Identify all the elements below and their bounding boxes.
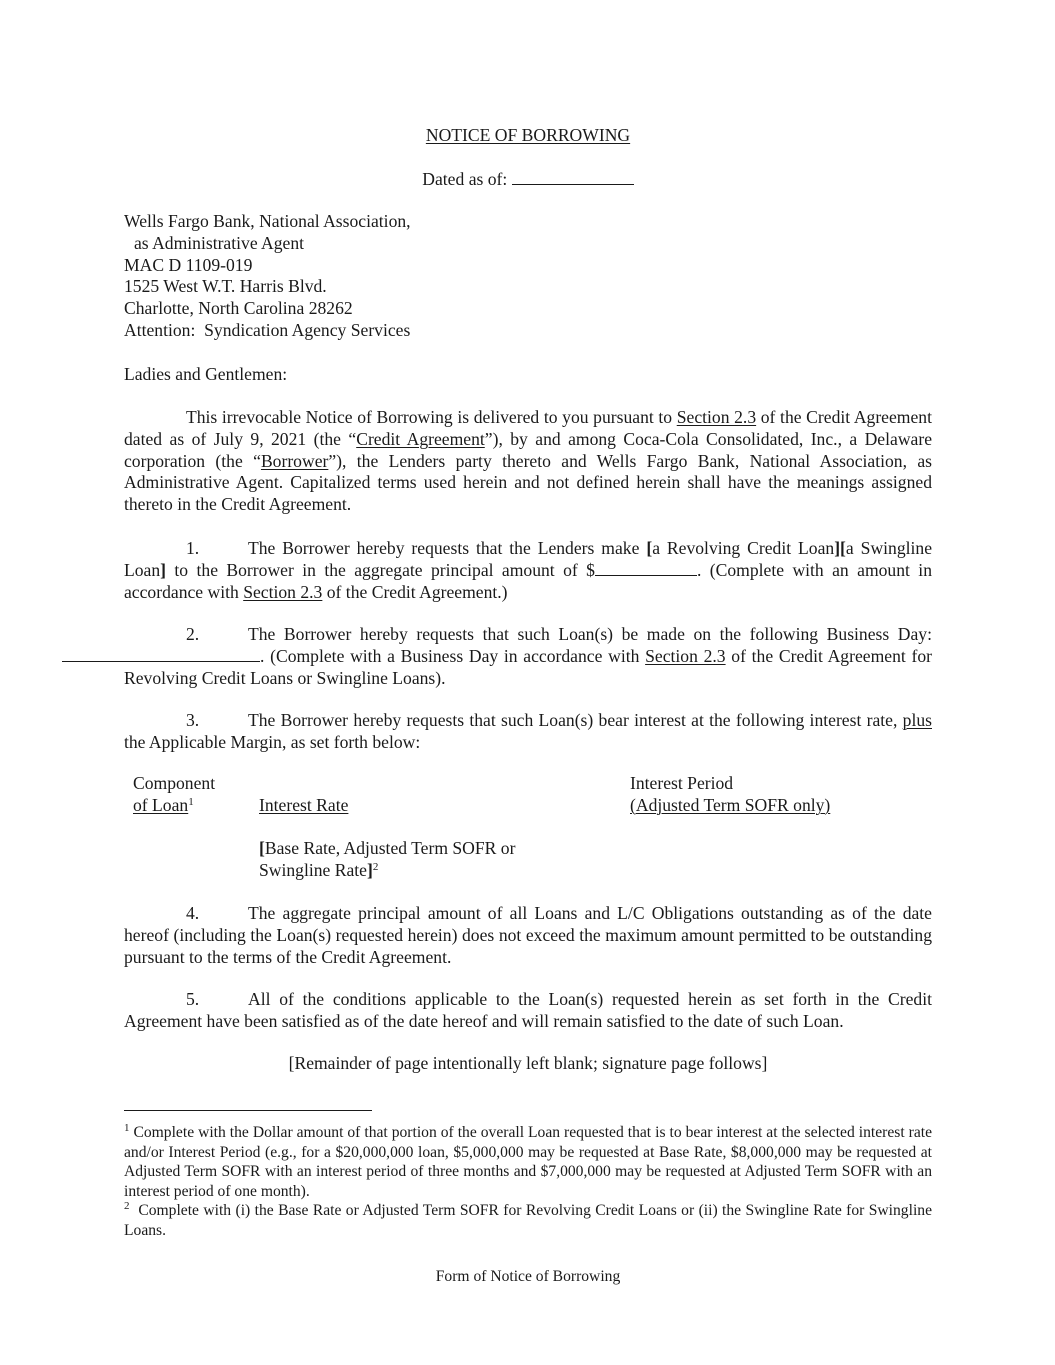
bracket: ] xyxy=(367,859,373,880)
header-component-line2: of Loan xyxy=(133,794,189,815)
item-text: All of the conditions applicable to the Loan(s) requested herein as set forth in the Credit Agreement have been satisfied as of the date hereof and will remain satisfied to the date of such Loan. xyxy=(124,989,932,1031)
footnote-text: Complete with (i) the Base Rate or Adjusted Term SOFR for Revolving Credit Loans or (ii) the Swingline Rate for Swingline Loans. xyxy=(124,1202,936,1239)
dated-line xyxy=(124,169,932,191)
item-number: 2. xyxy=(186,624,200,644)
item-5 xyxy=(124,989,932,1033)
footnote-ref: 2 xyxy=(372,860,379,873)
item-3 xyxy=(124,710,932,754)
item-text: The aggregate principal amount of all Loans and L/C Obligations outstanding as of the date hereof (including the Loan(s) requested herein) does not exceed the maximum amount permitted to be outstanding pursuant to the terms of the Credit Agreement. xyxy=(124,903,932,967)
footnote-divider xyxy=(124,1110,372,1111)
footnote-1 xyxy=(124,1123,932,1201)
item-2 xyxy=(124,624,932,689)
intro-text: of the Credit Agreement dated as of July 9, 2021 (the “ xyxy=(124,407,932,449)
rate-option-line2: Swingline Rate xyxy=(259,859,367,880)
intro-paragraph xyxy=(124,407,932,516)
item-text: The Borrower hereby requests that the Lenders make xyxy=(248,538,647,558)
address-block xyxy=(124,211,932,342)
page-footer: Form of Notice of Borrowing xyxy=(435,1268,621,1285)
intro-text: ”), the Lenders party thereto and Wells Fargo Bank, National Association, as Administrative Agent. Capitalized terms used herein and not defined herein shall have the meanings assigned thereto in the Credit Agreement. xyxy=(124,450,932,515)
dated-label: Dated as of: xyxy=(422,169,508,189)
bracket: [ xyxy=(646,538,653,558)
bracket: ][ xyxy=(834,538,846,558)
item-1 xyxy=(124,538,932,603)
address-line: 1525 West W.T. Harris Blvd. xyxy=(124,276,327,297)
salutation: Ladies and Gentlemen: xyxy=(124,364,288,384)
footnote-2 xyxy=(124,1200,936,1240)
section-reference: Section 2.3 xyxy=(676,407,757,427)
section-reference: Section 2.3 xyxy=(645,645,726,666)
plus-term: plus xyxy=(902,710,932,730)
address-line: MAC D 1109-019 xyxy=(124,254,253,275)
defined-term-borrower: Borrower xyxy=(260,450,329,471)
amount-blank[interactable] xyxy=(595,560,697,576)
header-component-line1: Component xyxy=(133,773,216,793)
footnote-ref: 1 xyxy=(188,795,194,808)
item-number: 3. xyxy=(186,710,200,730)
item-number: 5. xyxy=(186,989,200,1009)
option-revolving-credit-loan: a Revolving Credit Loan xyxy=(652,538,835,558)
bracket: [ xyxy=(259,838,265,858)
item-4 xyxy=(124,903,932,968)
item-text: of the Credit Agreement for Revolving Credit Loans or Swingline Loans). xyxy=(124,645,932,688)
defined-term-credit-agreement: Credit Agreement xyxy=(356,428,485,449)
item-number: 1. xyxy=(186,538,200,558)
table-header-component xyxy=(133,773,215,817)
intro-text: This irrevocable Notice of Borrowing is delivered to you pursuant to xyxy=(186,407,677,427)
header-period-line2: (Adjusted Term SOFR only) xyxy=(630,794,831,815)
table-rate-cell xyxy=(259,838,515,882)
table-header-interest-period xyxy=(630,773,830,817)
rate-option-line1: Base Rate, Adjusted Term SOFR or xyxy=(264,838,516,858)
business-day-blank[interactable] xyxy=(62,646,260,662)
footnote-mark: 2 xyxy=(124,1200,130,1212)
address-line: as Administrative Agent xyxy=(134,232,305,253)
item-text: The Borrower hereby requests that such Loan(s) be made on the following Business Day: xyxy=(248,624,932,644)
header-interest-rate: Interest Rate xyxy=(259,795,349,815)
table-header-interest-rate xyxy=(259,795,348,817)
item-text: to the Borrower in the aggregate principal amount of $ xyxy=(166,559,595,580)
item-text: the Applicable Margin, as set forth below: xyxy=(124,731,421,752)
item-text: . (Complete with an amount in accordance with xyxy=(124,559,932,602)
item-text: The Borrower hereby requests that such Loan(s) bear interest at the following interest rate, xyxy=(248,710,903,730)
dated-blank[interactable] xyxy=(512,169,634,185)
intro-text: ”), by and among Coca-Cola Consolidated, Inc., a Delaware corporation (the “ xyxy=(124,428,932,471)
remainder-note: [Remainder of page intentionally left blank; signature page follows] xyxy=(288,1053,768,1073)
section-reference: Section 2.3 xyxy=(243,581,323,602)
item-text: . (Complete with a Business Day in accordance with xyxy=(260,645,646,666)
document-title: NOTICE OF BORROWING xyxy=(425,125,631,145)
item-text: of the Credit Agreement.) xyxy=(322,581,508,602)
item-number: 4. xyxy=(186,903,200,923)
option-swingline-loan: a Swingline Loan xyxy=(124,538,933,580)
footnote-mark: 1 xyxy=(124,1122,130,1134)
bracket: ] xyxy=(160,559,167,580)
address-line: Wells Fargo Bank, National Association, xyxy=(124,211,411,231)
address-line: Attention: Syndication Agency Services xyxy=(124,319,411,340)
address-line: Charlotte, North Carolina 28262 xyxy=(124,298,353,319)
header-period-line1: Interest Period xyxy=(630,773,734,793)
footnote-text: Complete with the Dollar amount of that portion of the overall Loan requested that is to bear interest at the selected interest rate and/or Interest Period (e.g., for a $20,000,000 loan, $5,000,000 may be requested at Base Rate, $8,000,000 may be requested at Adjusted Term SOFR with an interest period of three months and $7,000,000 may be requested at Adjusted Term SOFR with an interest period of one month). xyxy=(124,1124,932,1200)
document-title-wrap xyxy=(124,125,932,147)
